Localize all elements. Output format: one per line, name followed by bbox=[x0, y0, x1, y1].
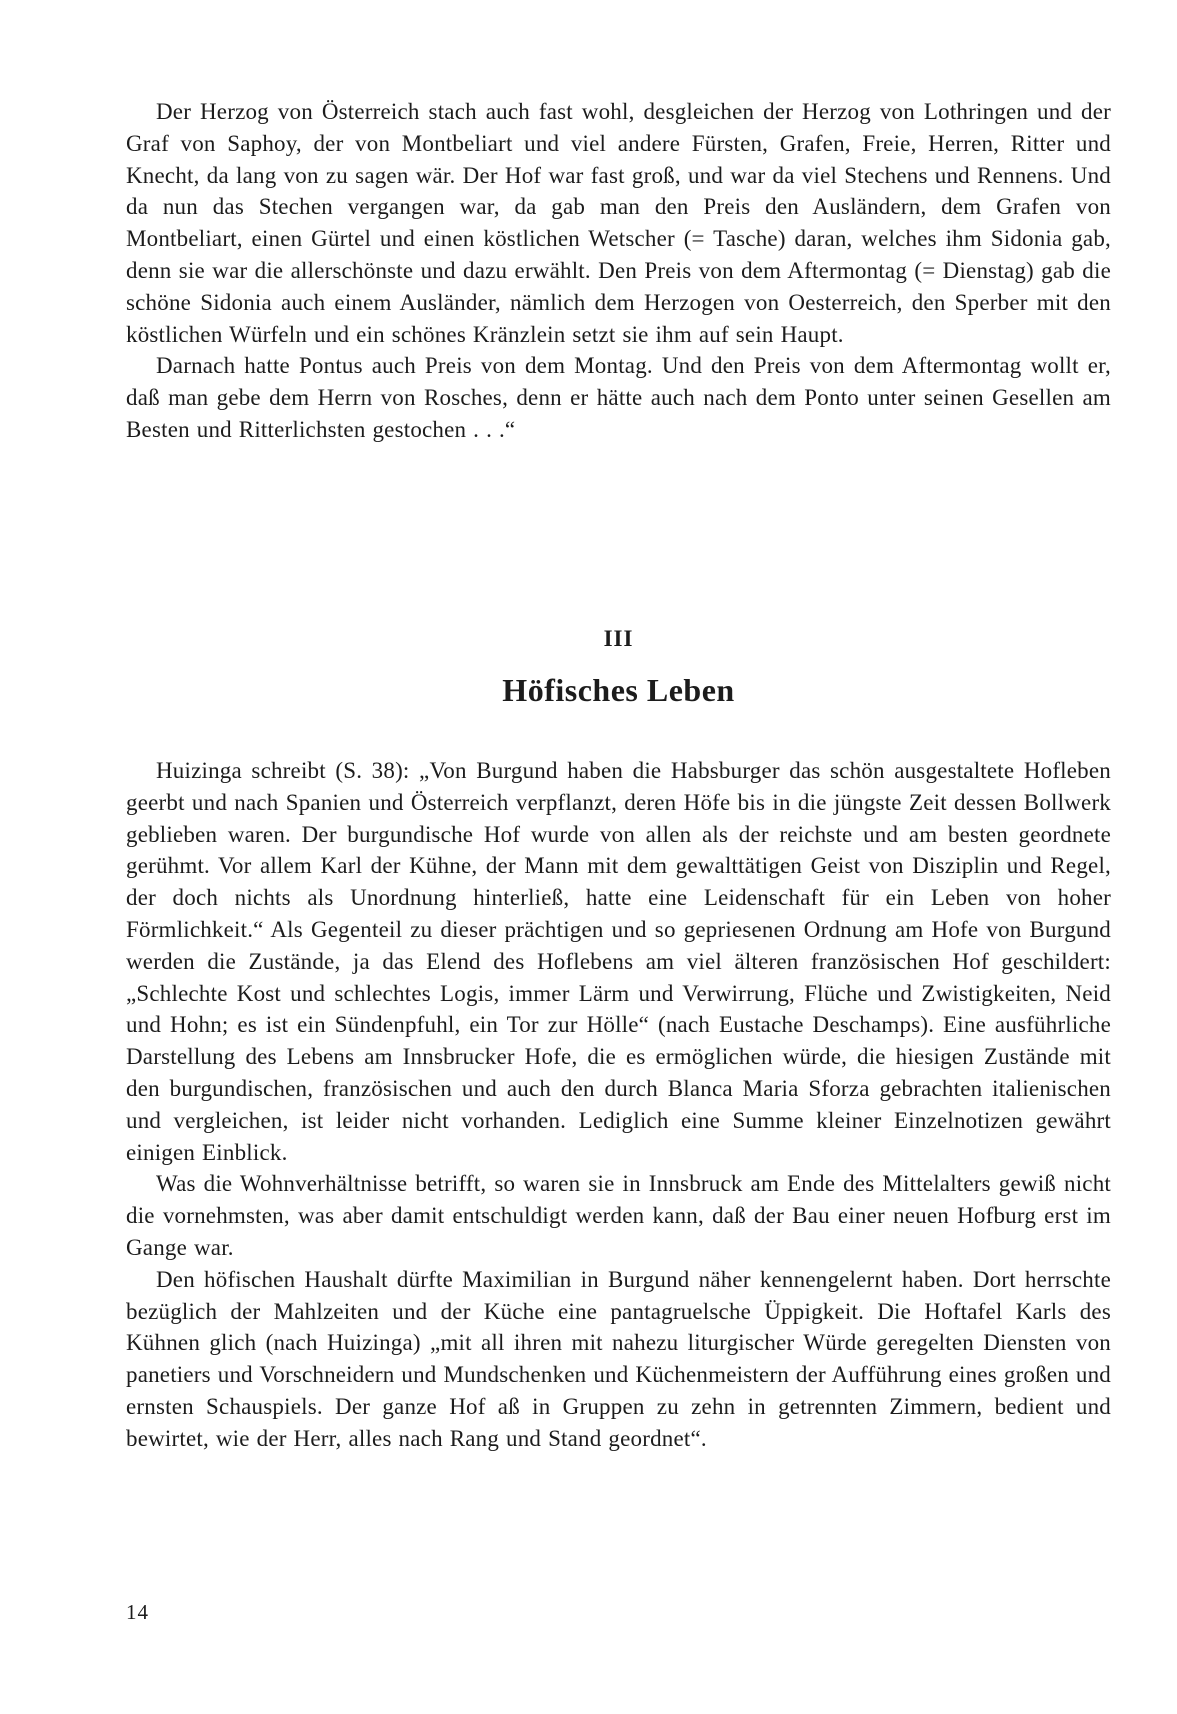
paragraph: Darnach hatte Pontus auch Preis von dem Montag. Und den Preis von dem Aftermontag wollt er, daß man gebe dem Herrn von Rosches, denn er hätte auch nach dem Ponto unter seinen Gesellen am Besten und Ritterlichsten gestochen . . .“ bbox=[126, 353, 1111, 442]
paragraph: Der Herzog von Österreich stach auch fast wohl, desgleichen der Herzog von Lothringen und der Graf von Saphoy, der von Montbeliart und viel andere Fürsten, Grafen, Freie, Herren, Ritter und Knecht, da lang von zu sagen wär. Der Hof war fast groß, und war da viel Stechens und Rennens. Und da nun das Stechen vergangen war, da gab man den Preis den Ausländern, dem Grafen von Montbeliart, einen Gürtel und einen köstlichen Wetscher (= Tasche) daran, welches ihm Sidonia gab, denn sie war die allerschönste und dazu erwählt. Den Preis von dem Aftermontag (= Dienstag) gab die schöne Sidonia auch einem Ausländer, nämlich dem Herzogen von Oesterreich, den Sperber mit den köstlichen Würfeln und ein schönes Kränzlein setzt sie ihm auf sein Haupt. bbox=[126, 99, 1111, 347]
paragraph: Den höfischen Haushalt dürfte Maximilian in Burgund näher kennengelernt haben. Dort herrschte bezüglich der Mahlzeiten und der Küche eine pantagruelsche Üppigkeit. Die Hoftafel Karls des Kühnen glich (nach Huizinga) „mit all ihren mit nahezu liturgischer Würde geregelten Diensten von panetiers und Vorschneidern und Mundschenken und Küchenmeistern der Aufführung eines großen und ernsten Schauspiels. Der ganze Hof aß in Gruppen zu zehn in getrennten Zimmern, bedient und bewirtet, wie der Herr, alles nach Rang und Stand geordnet“. bbox=[126, 1266, 1111, 1451]
page-number: 14 bbox=[126, 1600, 149, 1624]
paragraph: Huizinga schreibt (S. 38): „Von Burgund haben die Habsburger das schön ausgestaltete Hofleben geerbt und nach Spanien und Österreich verpflanzt, deren Höfe bis in die jüngste Zeit dessen Bollwerk geblieben waren. Der burgundische Hof wurde von allen als der reichste und am besten geordnete gerühmt. Vor allem Karl der Kühne, der Mann mit dem gewalttätigen Geist von Disziplin und Regel, der doch nichts als Unordnung hinterließ, hatte eine Leidenschaft für ein Leben von hoher Förmlichkeit.“ Als Gegenteil zu dieser prächtigen und so gepriesenen Ordnung am Hofe von Burgund werden die Zustände, ja das Elend des Hoflebens am viel älteren französischen Hof geschildert: „Schlechte Kost und schlechtes Logis, immer Lärm und Verwirrung, Flüche und Zwistigkeiten, Neid und Hohn; es ist ein Sündenpfuhl, ein Tor zur Hölle“ (nach Eustache Deschamps). Eine ausführliche Darstellung des Lebens am Innsbrucker Hofe, die es ermöglichen würde, die hiesigen Zustände mit den burgundischen, französischen und auch den durch Blanca Maria Sforza gebrachten italienischen und vergleichen, ist leider nicht vorhanden. Lediglich eine Summe kleiner Einzelnotizen gewährt einigen Einblick. bbox=[126, 758, 1111, 1165]
section-title: Höfisches Leben bbox=[502, 672, 735, 708]
section-1-text bbox=[126, 96, 1111, 446]
paragraph: Was die Wohnverhältnisse betrifft, so waren sie in Innsbruck am Ende des Mittelalters gewiß nicht die vornehmsten, was aber damit entschuldigt werden kann, daß der Bau einer neuen Hofburg erst im Gange war. bbox=[126, 1171, 1111, 1260]
section-2-text bbox=[126, 755, 1111, 1455]
section-number: III bbox=[603, 626, 634, 651]
